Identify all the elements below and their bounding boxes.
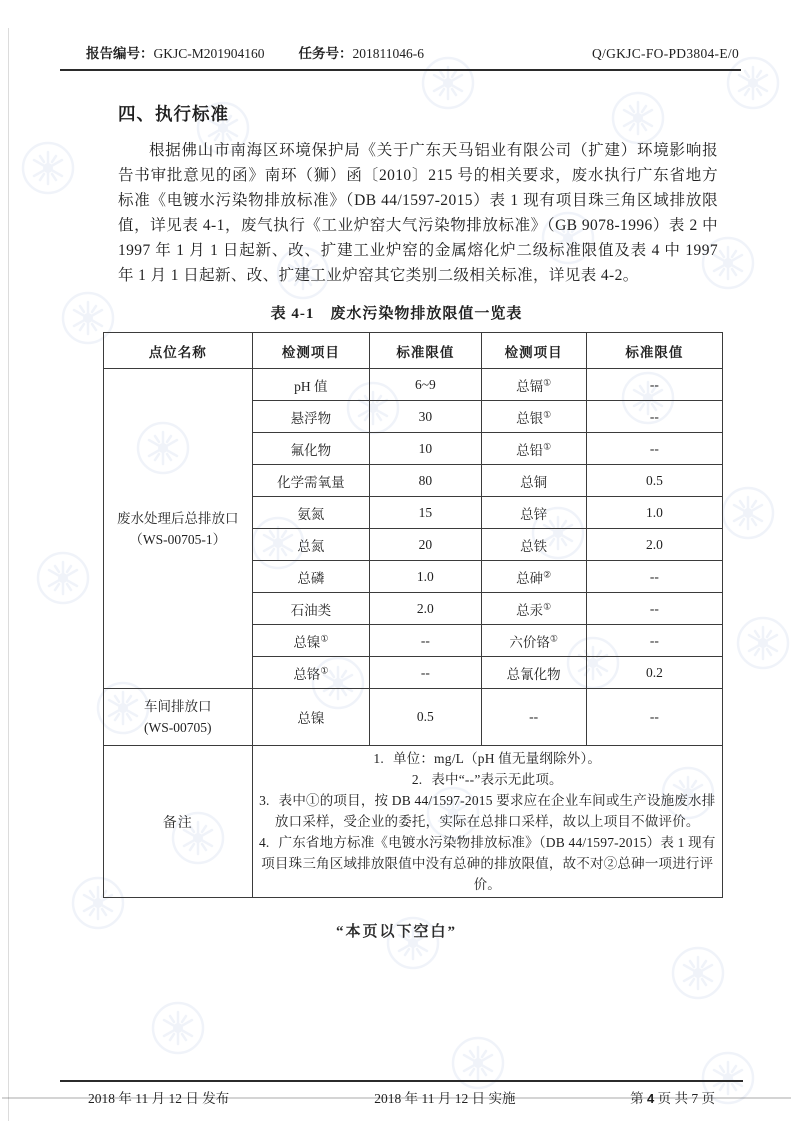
total-page-number: 7 <box>691 1091 699 1106</box>
limit-cell: 1.0 <box>370 561 481 593</box>
parameter-cell: 总镍 <box>252 689 370 746</box>
col-header-limit-1: 标准限值 <box>370 333 481 369</box>
parameter-cell: 总砷② <box>481 561 586 593</box>
limit-cell: 30 <box>370 401 481 433</box>
limit-cell: 20 <box>370 529 481 561</box>
col-header-site: 点位名称 <box>104 333 253 369</box>
limit-cell: 2.0 <box>370 593 481 625</box>
current-page-number: 4 <box>647 1091 655 1106</box>
page-footer <box>60 1080 743 1107</box>
section-title: 四、执行标准 <box>118 104 229 124</box>
workshop-outfall-cell <box>104 689 253 746</box>
parameter-cell: 氨氮 <box>252 497 370 529</box>
parameter-cell: -- <box>481 689 586 746</box>
col-header-item-1: 检测项目 <box>252 333 370 369</box>
limit-cell: 0.2 <box>586 657 722 689</box>
limit-cell: 0.5 <box>586 465 722 497</box>
limit-cell: 0.5 <box>370 689 481 746</box>
intro-paragraph: 根据佛山市南海区环境保护局《关于广东天马铝业有限公司（扩建）环境影响报告书审批意见的函》南环（狮）函〔2010〕215 号的相关要求，废水执行广东省地方标准《电镀水污染物排放标准》（DB 44/1597-2015）表 1 现有项目珠三角区域排放限值，详见表 4-1，废气执行《工业炉窑大气污染物排放标准》（GB 9078-1996）表 2 中 1997 年 1 月 1 日起新、改、扩建工业炉窑的金属熔化炉二级标准限值及表 4 中 1997 年 1 月 1 日起新、改、扩建工业炉窑其它类别二级相关标准，详见表 4-2。 <box>118 142 718 284</box>
parameter-cell: 氟化物 <box>252 433 370 465</box>
limit-cell: -- <box>586 689 722 746</box>
limit-cell: -- <box>586 369 722 401</box>
parameter-cell: 六价铬① <box>481 625 586 657</box>
parameter-cell: 悬浮物 <box>252 401 370 433</box>
blank-below-note: “本页以下空白” <box>335 924 457 940</box>
limit-cell: -- <box>586 625 722 657</box>
parameter-cell: 总氰化物 <box>481 657 586 689</box>
task-no-value: 201811046-6 <box>352 46 425 61</box>
footnote-marker: ① <box>320 665 329 675</box>
parameter-cell: 总银① <box>481 401 586 433</box>
remark-note: 4. 广东省地方标准《电镀水污染物排放标准》（DB 44/1597-2015）表 1 现有项目珠三角区域排放限值中没有总砷的排放限值，故不对②总砷一项进行评价。 <box>258 835 716 892</box>
limit-cell: -- <box>586 401 722 433</box>
workshop-outfall-row <box>104 689 723 746</box>
limit-cell: 2.0 <box>586 529 722 561</box>
remarks-content <box>252 746 722 898</box>
parameter-cell: 石油类 <box>252 593 370 625</box>
page-number: 第 4 页 共 7 页 <box>630 1091 715 1106</box>
footnote-marker: ① <box>543 441 552 451</box>
footnote-marker: ① <box>543 601 552 611</box>
limit-cell: 80 <box>370 465 481 497</box>
task-no-label: 任务号： <box>298 46 353 61</box>
parameter-cell: pH 值 <box>252 369 370 401</box>
limit-cell: -- <box>586 561 722 593</box>
limit-cell: 6~9 <box>370 369 481 401</box>
parameter-cell: 总铅① <box>481 433 586 465</box>
footnote-marker: ① <box>549 633 558 643</box>
workshop-outfall-code: (WS-00705) <box>144 720 212 735</box>
seal-watermark-icon <box>670 945 726 1006</box>
parameter-cell: 化学需氧量 <box>252 465 370 497</box>
remarks-label: 备注 <box>104 746 253 898</box>
remark-note: 3. 表中①的项目，按 DB 44/1597-2015 要求应在企业车间或生产设施废水排放口采样，受企业的委托，实际在总排口采样，故以上项目不做评价。 <box>259 793 716 829</box>
limit-cell: -- <box>370 625 481 657</box>
limit-cell: 1.0 <box>586 497 722 529</box>
remarks-row <box>104 746 723 898</box>
report-no-label: 报告编号： <box>86 46 154 61</box>
limit-cell: 10 <box>370 433 481 465</box>
implement-date: 2018 年 11 月 12 日 实施 <box>374 1091 516 1106</box>
workshop-outfall-name: 车间排放口 <box>144 699 212 714</box>
limit-cell: 15 <box>370 497 481 529</box>
footnote-marker: ② <box>543 569 552 579</box>
parameter-cell: 总汞① <box>481 593 586 625</box>
parameter-cell: 总镉① <box>481 369 586 401</box>
main-outfall-name: 废水处理后总排放口 <box>117 510 239 526</box>
main-outfall-code: （WS-00705-1） <box>129 531 227 547</box>
remark-note: 2. 表中“--”表示无此项。 <box>411 772 563 787</box>
limit-cell: -- <box>586 593 722 625</box>
limit-cell: -- <box>586 433 722 465</box>
parameter-cell: 总磷 <box>252 561 370 593</box>
table-title: 表 4-1 废水污染物排放限值一览表 <box>270 306 523 322</box>
remark-note: 1. 单位：mg/L（pH 值无量纲除外）。 <box>373 751 602 766</box>
parameter-cell: 总铜 <box>481 465 586 497</box>
footnote-marker: ① <box>320 633 329 643</box>
wastewater-limits-table <box>103 332 723 898</box>
parameter-cell: 总铬① <box>252 657 370 689</box>
limit-cell: -- <box>370 657 481 689</box>
limit-row <box>104 369 723 401</box>
parameter-cell: 总氮 <box>252 529 370 561</box>
main-outfall-cell <box>104 369 253 689</box>
footnote-marker: ① <box>543 377 552 387</box>
table-header-row <box>104 333 723 369</box>
document-header <box>60 42 741 71</box>
parameter-cell: 总镍① <box>252 625 370 657</box>
seal-watermark-icon <box>150 1000 206 1061</box>
parameter-cell: 总铁 <box>481 529 586 561</box>
publish-date: 2018 年 11 月 12 日 发布 <box>88 1091 230 1106</box>
parameter-cell: 总锌 <box>481 497 586 529</box>
table-body <box>104 369 723 689</box>
col-header-limit-2: 标准限值 <box>586 333 722 369</box>
document-code: Q/GKJC-FO-PD3804-E/0 <box>591 46 739 61</box>
col-header-item-2: 检测项目 <box>481 333 586 369</box>
report-no-value: GKJC-M201904160 <box>153 46 265 61</box>
footnote-marker: ① <box>543 409 552 419</box>
